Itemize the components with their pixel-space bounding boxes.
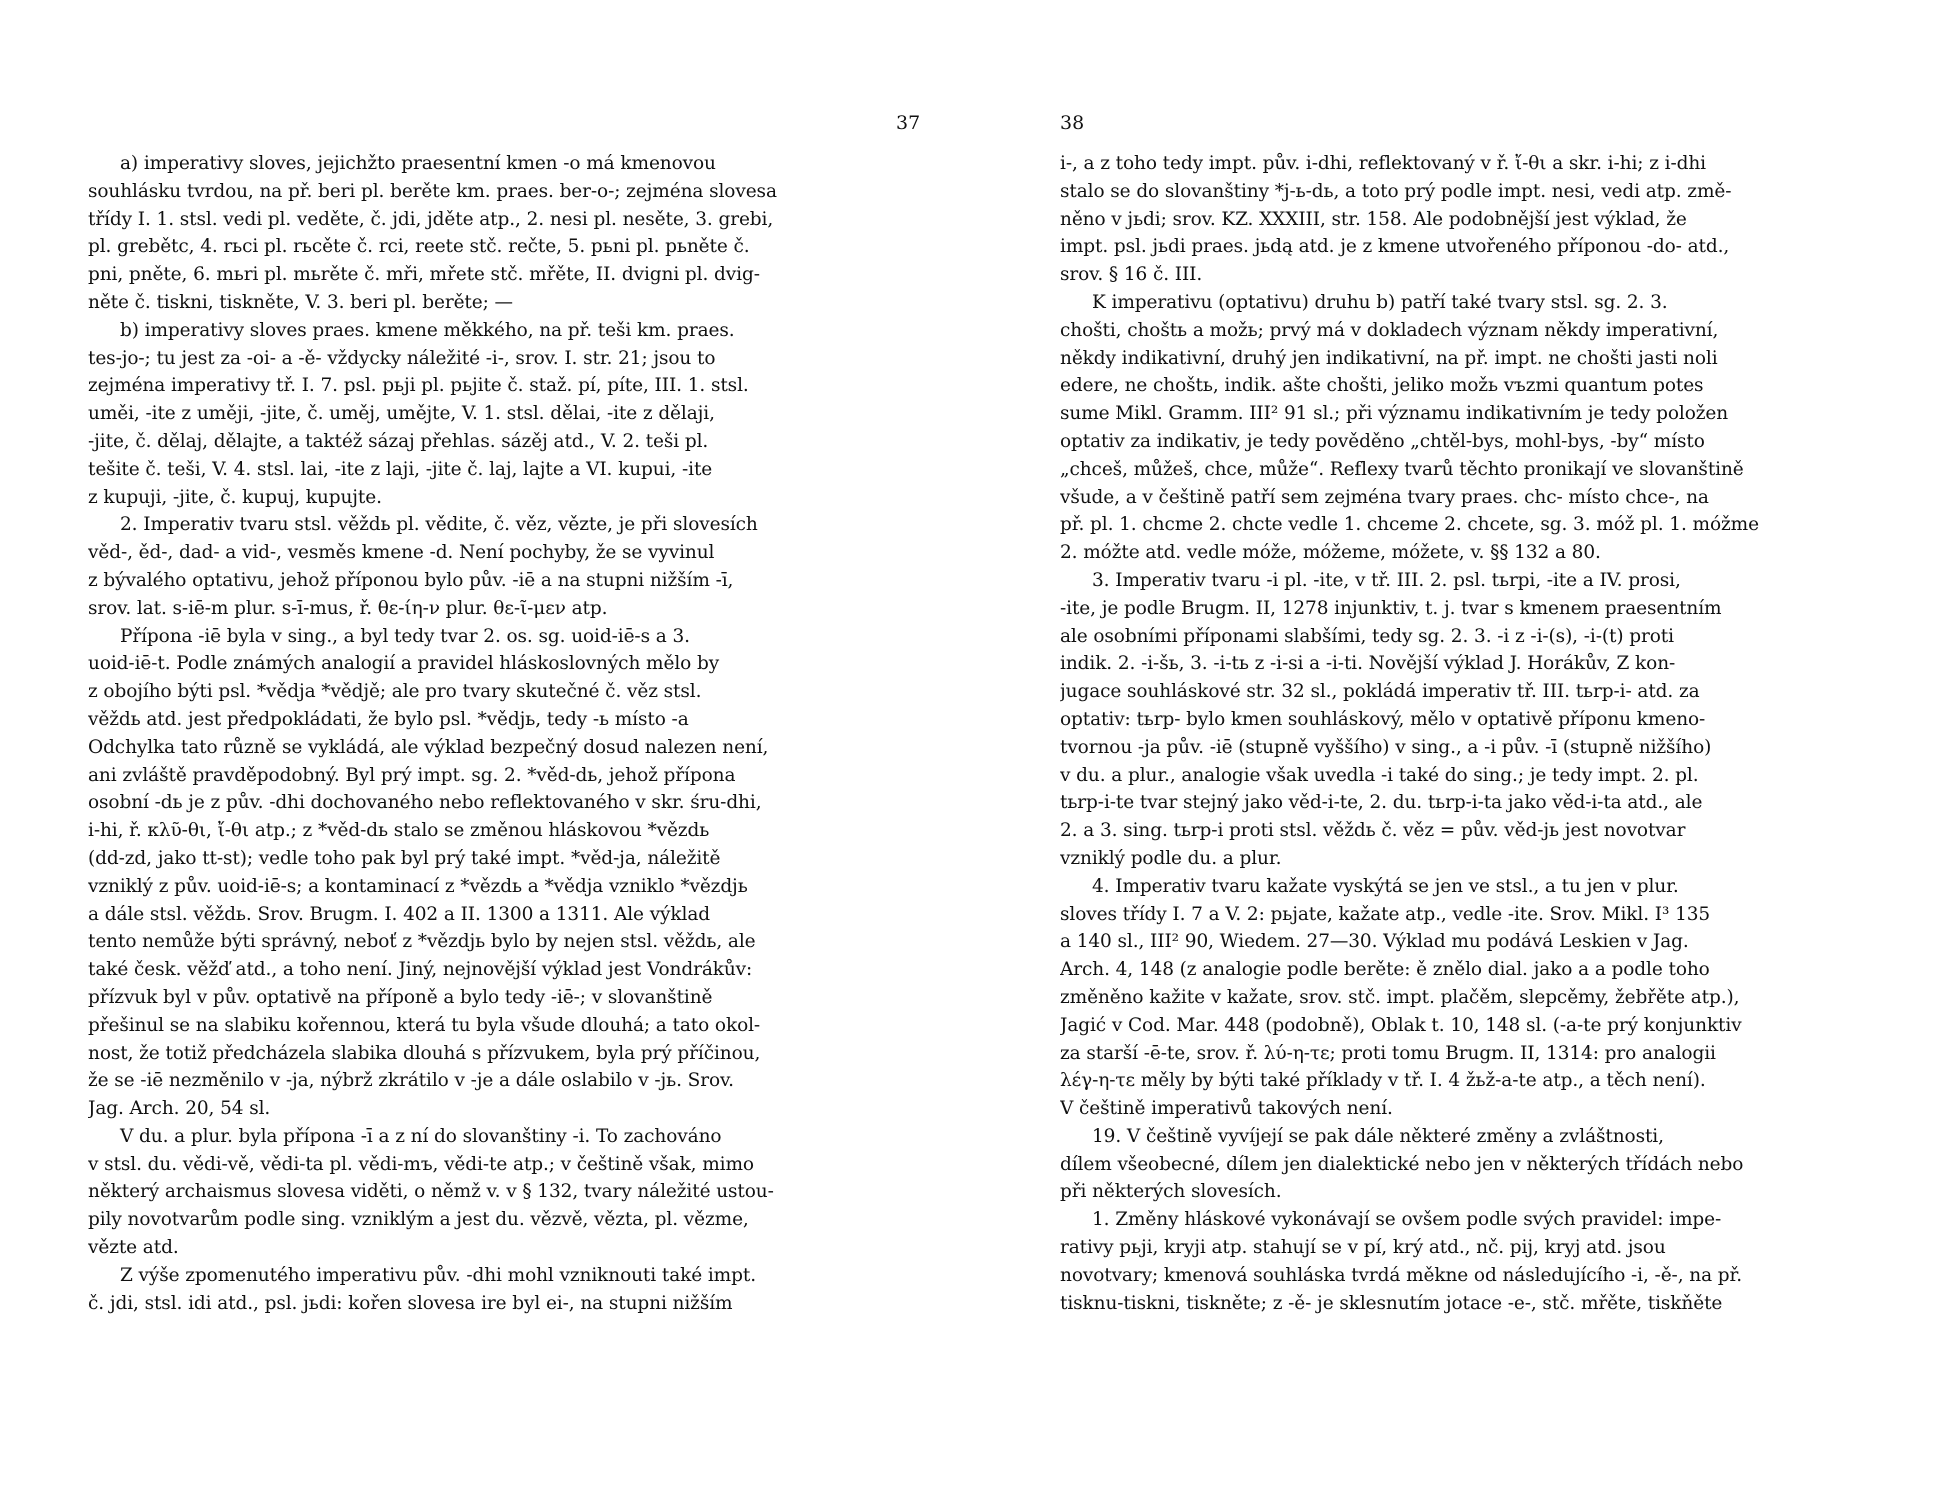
text-line: věd-, ěd-, dad- a vid-, vesměs kmene -d. Není pochyby, že se vyvinul	[88, 542, 715, 564]
text-line: z bývalého optativu, jehož příponou bylo pův. -iē a na stupni nižším -ī,	[88, 569, 734, 591]
text-line: -ite, je podle Brugm. II, 1278 injunktiv, t. j. tvar s kmenem praesentním	[1060, 597, 1722, 619]
text-line: 2. a 3. sing. tьrp-i proti stsl. věždь č. věz = pův. věd-jь jest novotvar	[1060, 820, 1686, 842]
text-line: pni, pněte, 6. mьri pl. mьrěte č. mři, mřete stč. mřěte, II. dvigni pl. dvig-	[88, 264, 760, 286]
text-line: přešinul se na slabiku kořennou, která tu byla všude dlouhá; a tato okol-	[88, 1014, 761, 1036]
text-line: V češtině imperativů takových není.	[1060, 1098, 1393, 1120]
text-line: z kupuji, -jite, č. kupuj, kupujte.	[88, 486, 382, 508]
text-line: tьrp-i-te tvar stejný jako věd-i-te, 2. du. tьrp-i-ta jako věd-i-ta atd., ale	[1060, 792, 1703, 814]
text-line: V du. a plur. byla přípona -ī a z ní do slovanštiny -i. To zachováno	[120, 1125, 722, 1147]
text-line: vzniklý podle du. a plur.	[1060, 847, 1282, 869]
text-line: „chceš, můžeš, chce, může“. Reflexy tvarů těchto pronikají ve slovanštině	[1060, 458, 1744, 480]
text-line: Přípona -iē byla v sing., a byl tedy tvar 2. os. sg. uoid-iē-s a 3.	[120, 625, 690, 647]
text-line: i-, a z toho tedy impt. pův. i-dhi, reflektovaný v ř. ἴ-θι a skr. i-hi; z i-dhi	[1060, 153, 1706, 174]
text-line: př. pl. 1. chcme 2. chcte vedle 1. chceme 2. chcete, sg. 3. móž pl. 1. móžme	[1060, 514, 1759, 536]
text-line: K imperativu (optativu) druhu b) patří také tvary stsl. sg. 2. 3.	[1092, 291, 1668, 313]
text-line: a dále stsl. věždь. Srov. Brugm. I. 402 a II. 1300 a 1311. Ale výklad	[88, 903, 710, 925]
text-line: tisknu-tiskni, tiskněte; z -ě- je sklesnutím jotace -e-, stč. mřěte, tiskňěte	[1060, 1292, 1723, 1314]
text-line: něte č. tiskni, tiskněte, V. 3. beri pl. berěte; —	[88, 291, 513, 313]
text-line: srov. lat. s-iē-m plur. s-ī-mus, ř. θε-ίη-ν plur. θε-ῖ-μεν atp.	[88, 597, 608, 619]
text-line: pl. grebětc, 4. rьci pl. rьcěte č. rci, reete stč. rečte, 5. pьni pl. pьněte č.	[88, 236, 750, 258]
text-line: optativ: tьrp- bylo kmen souhláskový, mělo v optativě příponu kmeno-	[1060, 708, 1706, 730]
text-line: dílem všeobecné, dílem jen dialektické nebo jen v některých třídách nebo	[1060, 1153, 1744, 1175]
text-line: Z výše zpomenutého imperativu pův. -dhi mohl vzniknouti také impt.	[120, 1264, 756, 1286]
page-number: 38	[1060, 112, 1085, 134]
text-line: tento nemůže býti správný, neboť z *vězdjь bylo by nejen stsl. věždь, ale	[88, 931, 756, 953]
text-line: Jag. Arch. 20, 54 sl.	[88, 1098, 271, 1120]
text-line: ani zvláště pravděpodobný. Byl prý impt. sg. 2. *věd-dь, jehož přípona	[88, 764, 736, 786]
text-line: 1. Změny hláskové vykonávají se ovšem podle svých pravidel: impe-	[1092, 1209, 1722, 1231]
text-line: vzniklý z pův. uoid-iē-s; a kontaminací z *vězdь a *vědja vzniklo *vězdjь	[88, 875, 748, 897]
text-line: i-hi, ř. κλῦ-θι, ἴ-θι atp.; z *věd-dь stalo se změnou hláskovou *vězdь	[88, 820, 710, 842]
text-line: (dd-zd, jako tt-st); vedle toho pak byl prý také impt. *věd-ja, náležitě	[88, 847, 721, 869]
text-line: a 140 sl., III² 90, Wiedem. 27—30. Výklad mu podává Leskien v Jag.	[1060, 931, 1689, 953]
text-line: srov. § 16 č. III.	[1060, 264, 1203, 286]
text-line: zejména imperativy tř. I. 7. psl. pьji pl. pьjite č. staž. pí, píte, III. 1. stsl.	[88, 375, 749, 397]
text-line: optativ za indikativ, je tedy pověděno „chtěl-bys, mohl-bys, -by“ místo	[1060, 430, 1705, 452]
text-line: λέγ-η-τε měly by býti také příklady v tř. I. 4 žьž-a-te atp., a těch není).	[1060, 1070, 1706, 1092]
text-line: a) imperativy sloves, jejichžto praesentní kmen -o má kmenovou	[120, 153, 716, 174]
text-line: tvornou -ja pův. -iē (stupně vyššího) v sing., a -i pův. -ī (stupně nižšího)	[1060, 736, 1712, 758]
text-line: něno v jьdi; srov. KZ. XXXIII, str. 158. Ale podobnější jest výklad, že	[1060, 208, 1687, 230]
text-line: že se -iē nezměnilo v -ja, nýbrž zkrátilo v -je a dále oslabilo v -jь. Srov.	[88, 1070, 734, 1092]
text-line: indik. 2. -i-šь, 3. -i-tь z -i-si a -i-ti. Novější výklad J. Horákův, Z kon-	[1060, 653, 1676, 675]
text-line: z obojího býti psl. *vědja *vědjě; ale pro tvary skutečné č. věz stsl.	[88, 681, 702, 703]
text-line: chošti, choštь a možь; prvý má v dokladech význam někdy imperativní,	[1060, 319, 1719, 341]
text-line: rativy pьji, kryji atp. stahují se v pí, krý atd., nč. pij, kryj atd. jsou	[1060, 1237, 1666, 1259]
text-column	[1060, 150, 1836, 1317]
text-line: 3. Imperativ tvaru -i pl. -ite, v tř. III. 2. psl. tьrpi, -ite a IV. prosi,	[1092, 569, 1681, 591]
text-line: -jite, č. dělaj, dělajte, a taktéž sázaj přehlas. sázěj atd., V. 2. teši pl.	[88, 430, 709, 452]
text-line: Odchylka tato různě se vykládá, ale výklad bezpečný dosud nalezen není,	[88, 736, 769, 758]
text-line: Jagić v Cod. Mar. 448 (podobně), Oblak t. 10, 148 sl. (-a-te prý konjunktiv	[1060, 1014, 1742, 1036]
text-line: Arch. 4, 148 (z analogie podle berěte: ě znělo dial. jako a a podle toho	[1060, 959, 1710, 981]
page-number: 37	[896, 112, 921, 134]
text-line: některý archaismus slovesa viděti, o němž v. v § 132, tvary náležité ustou-	[88, 1181, 774, 1203]
text-line: jugace souhláskové str. 32 sl., pokládá imperativ tř. III. tьrp-i- atd. za	[1060, 681, 1700, 703]
text-line: někdy indikativní, druhý jen indikativní, na př. impt. ne chošti jasti noli	[1060, 347, 1718, 369]
text-line: souhlásku tvrdou, na př. beri pl. berěte km. praes. ber-o-; zejména slovesa	[88, 180, 777, 202]
text-line: stalo se do slovanštiny *j-ь-dь, a toto prý podle impt. nesi, vedi atp. změ-	[1060, 180, 1732, 202]
text-line: 2. Imperativ tvaru stsl. věždь pl. vědite, č. věz, vězte, je při slovesích	[120, 514, 758, 536]
text-line: uoid-iē-t. Podle známých analogií a pravidel hláskoslovných mělo by	[88, 653, 720, 675]
section-heading-line: 19. V češtině vyvíjejí se pak dále některé změny a zvláštnosti,	[1092, 1125, 1664, 1147]
text-line: novotvary; kmenová souhláska tvrdá měkne od následujícího -i, -ě-, na př.	[1060, 1264, 1743, 1286]
text-line: pily novotvarům podle sing. vzniklým a jest du. vězvě, vězta, pl. vězme,	[88, 1209, 749, 1231]
text-line: při některých slovesích.	[1060, 1181, 1282, 1203]
text-line: všude, a v češtině patří sem zejména tvary praes. chc- místo chce-, na	[1060, 486, 1709, 508]
text-line: uměi, -ite z uměji, -jite, č. uměj, umějte, V. 1. stsl. dělai, -ite z dělaji,	[88, 403, 715, 425]
text-line: ale osobními příponami slabšími, tedy sg. 2. 3. -i z -i-(s), -i-(t) proti	[1060, 625, 1674, 647]
right-page	[976, 0, 1952, 1500]
text-line: impt. psl. jьdi praes. jьdą atd. je z kmene utvořeného příponou -do- atd.,	[1060, 236, 1730, 258]
text-line: v du. a plur., analogie však uvedla -i také do sing.; je tedy impt. 2. pl.	[1060, 764, 1699, 786]
text-line: vězte atd.	[88, 1237, 179, 1259]
text-line: tešite č. teši, V. 4. stsl. lai, -ite z laji, -jite č. laj, lajte a VI. kupui, -ite	[88, 458, 713, 480]
text-line: edere, ne choštь, indik. ašte chošti, jeliko možь vъzmi quantum potes	[1060, 375, 1704, 397]
text-line: č. jdi, stsl. idi atd., psl. jьdi: kořen slovesa ire byl ei-, na stupni nižším	[88, 1292, 733, 1314]
text-line: přízvuk byl v pův. optativě na příponě a bylo tedy -iē-; v slovanštině	[88, 986, 713, 1008]
text-line: věždь atd. jest předpokládati, že bylo psl. *vědjь, tedy -ь místo -a	[88, 708, 689, 730]
text-line: 4. Imperativ tvaru kažate vyskýtá se jen ve stsl., a tu jen v plur.	[1092, 875, 1679, 897]
text-line: sloves třídy I. 7 a V. 2: pьjate, kažate atp., vedle -ite. Srov. Mikl. I³ 135	[1060, 903, 1711, 925]
text-line: za starší -ē-te, srov. ř. λύ-η-τε; proti tomu Brugm. II, 1314: pro analogii	[1060, 1042, 1716, 1064]
text-line: změněno kažite v kažate, srov. stč. impt. plačěm, slepcěmy, žebřěte atp.),	[1060, 986, 1740, 1008]
text-line: sume Mikl. Gramm. III² 91 sl.; při významu indikativním je tedy položen	[1060, 403, 1729, 425]
text-line: třídy I. 1. stsl. vedi pl. veděte, č. jdi, jděte atp., 2. nesi pl. nesěte, 3. grebi,	[88, 208, 774, 230]
text-line: tes-jo-; tu jest za -oi- a -ě- vždycky náležité -i-, srov. I. str. 21; jsou to	[88, 347, 716, 369]
text-line: 2. móžte atd. vedle móže, móžeme, móžete, v. §§ 132 a 80.	[1060, 542, 1601, 564]
text-line: nost, že totiž předcházela slabika dlouhá s přízvukem, byla prý příčinou,	[88, 1042, 761, 1064]
text-line: b) imperativy sloves praes. kmene měkkého, na př. teši km. praes.	[120, 319, 735, 341]
text-line: osobní -dь je z pův. -dhi dochovaného nebo reflektovaného v skr. śru-dhi,	[88, 792, 762, 814]
text-line: také česk. věžď atd., a toho není. Jiný, nejnovější výklad jest Vondrákův:	[88, 959, 753, 981]
text-column	[88, 150, 858, 1317]
text-line: v stsl. du. vědi-vě, vědi-ta pl. vědi-mъ, vědi-te atp.; v češtině však, mimo	[88, 1153, 754, 1175]
